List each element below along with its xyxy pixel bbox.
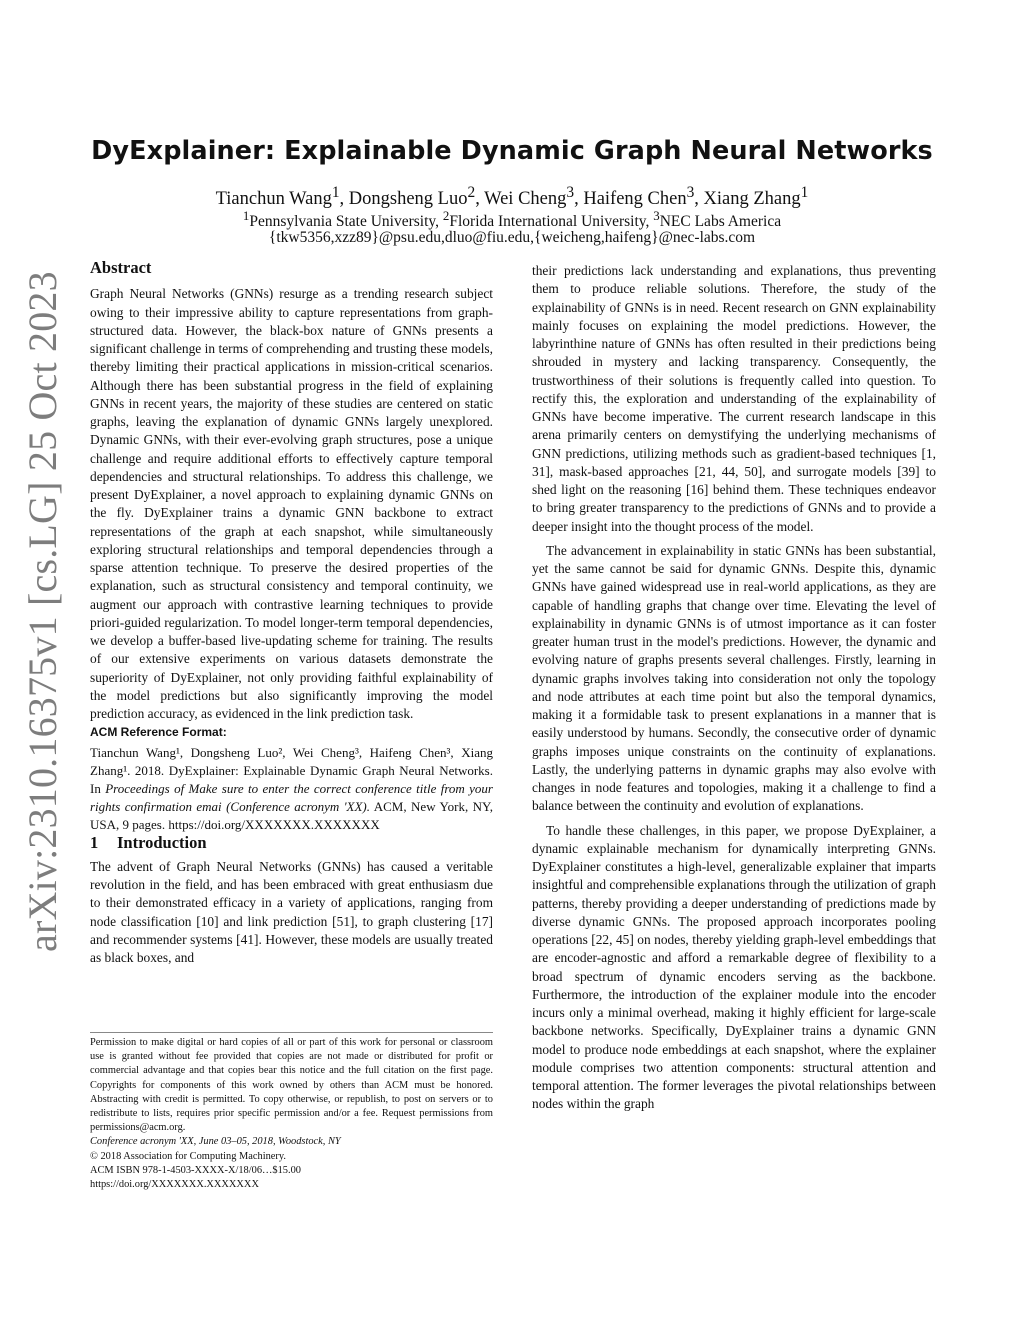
affiliation-name: Florida International University [449,213,646,231]
author-affiliation-mark: 1 [331,184,340,201]
author-affiliation-mark: 1 [800,184,809,201]
section-number: 1 [90,832,99,852]
body-paragraph: their predictions lack understanding and explanations, thus preventing them to produce reliable solutions. Therefore, the study of the explainability of GNNs is in need. Recent research on GNN explainability mainly focuses on explaining the model predictions. However, the labyrinthine nature of GNNs has often resulted in their predictions being shrouded in mystery and lacking transparency. Consequently, the trustworthiness of their solutions is frequently called into question. To rectify this, the exploration and understanding of the explainability of GNNs have become imperative. The current research landscape in this arena primarily centers on demystifying the underlying mechanisms of GNN predictions, utilizing methods such as gradient-based techniques [1, 31], mask-based approaches [21, 44, 50], and surrogate models [39] to shed light on the reasoning [16] behind them. These techniques endeavor to bring greater transparency to the predictions of GNNs and to provide a deeper insight into the thought process of the model. [532,263,936,534]
acm-reference-heading: ACM Reference Format: [90,725,227,740]
author-affiliation-mark: 3 [566,184,575,201]
introduction-paragraph: The advent of Graph Neural Networks (GNNs) has caused a veritable revolution in the field, and has been embraced with great enthusiasm due to their demonstrated efficacy in a variety of applications, ranging from node classification [10] and link prediction [51], to graph clustering [17] and recommender systems [41]. However, these models are usually treated as black boxes, and [90,858,493,965]
author-affiliation-mark: 2 [467,184,476,201]
abstract-text: Graph Neural Networks (GNNs) resurge as a trending research subject owing to their impressive ability to capture representations from graph-structured data. However, the black-box nature of GNNs presents a significant challenge in terms of comprehending and trusting these models, thereby limiting their practical applications in mission-critical scenarios. Although there has been substantial progress in the field of explaining GNNs in recent years, the majority of these studies are centered on static graphs, leaving the explanation of dynamic GNNs largely unexplored. Dynamic GNNs, with their ever-evolving graph structures, pose a unique challenge and require additional efforts to effectively capture temporal dependencies and structural relationships. To address this challenge, we present DyExplainer, a novel approach to explaining dynamic GNNs on the fly. DyExplainer trains a dynamic GNN backbone to extract representations of the graph at each snapshot, while simultaneously exploring structural relationships and temporal dependencies through a sparse attention technique. To preserve the desired properties of the explanation, such as structural consistency and temporal continuity, we augment our approach with contrastive learning techniques to provide priori-guided regularization. To model longer-term temporal dependencies, we develop a buffer-based live-updating scheme for training. The results of our extensive experiments on various datasets demonstrate the superiority of DyExplainer, not only providing faithful explainability of the model predictions but also significantly improving the model prediction accuracy, as evidenced in the link prediction task. [90,286,493,721]
copyright-footnote [90,1036,493,1192]
affiliation-list: $^1$Pennsylvania State University, $^2$Florida International University, $^3$NEC Labs America [242,208,782,231]
copyright-line: © 2018 Association for Computing Machinery. [90,1150,286,1162]
abstract-heading: Abstract [90,258,152,277]
conference-venue: Conference acronym 'XX, June 03–05, 2018, Woodstock, NY [90,1136,341,1148]
permission-notice: Permission to make digital or hard copies of all or part of this work for personal or classroom use is granted without fee provided that copies are not made or distributed for profit or commercial advantage and that copies bear this notice and the full citation on the first page. Copyrights for components of this work owned by others than ACM must be honored. Abstracting with credit is permitted. To copy otherwise, or republish, to post on servers or to redistribute to lists, requires prior specific permission and/or a fee. Request permissions from permissions@acm.org. [90,1037,493,1134]
acm-reference-authors: Tianchun Wang¹, Dongsheng Luo², Wei Cheng³, Haifeng Chen³, Xiang Zhang¹. 2018. DyExplainer: Explainable Dynamic Graph Neural Networks. In [90,744,493,796]
author-name: Tianchun Wang [215,189,332,210]
author-affiliation-mark: 3 [686,184,695,201]
author-name: Xiang Zhang [703,189,801,210]
right-column [532,262,936,1114]
acm-reference-text [90,744,493,834]
isbn-line: ACM ISBN 978-1-4503-XXXX-X/18/06…$15.00 [90,1164,301,1176]
introduction-heading [90,834,493,852]
author-name: Wei Cheng [484,189,567,210]
affiliation-mark: 3 [653,208,660,223]
arxiv-identifier-stamp: arXiv:2310.16375v1 [cs.LG] 25 Oct 2023 [20,271,65,952]
affiliation-mark: 2 [442,208,450,223]
body-paragraph: To handle these challenges, in this paper, we propose DyExplainer, a dynamic explainable mechanism for dynamically interpreting GNNs. DyExplainer constitutes a high-level, generalizable explainer that imparts insightful and comprehensible explanations through the utilization of graph patterns, thereby providing a deeper understanding of predictions made by diverse dynamic GNNs. The proposed approach incorporates pooling operations [22, 45] on nodes, thereby yielding graph-level embeddings that are encoder-agnostic and afford a remarkable degree of flexibility to a broad spectrum of dynamic encoders serving as the backbone. Furthermore, the introduction of the explainer module into the encoder incurs only a minimal overhead, making it highly efficient for large-scale backbone networks. Specifically, DyExplainer trains a dynamic GNN model to produce node embeddings at each snapshot, where the explainer module comprises two attention components: structural attention and temporal attention. The former leverages the pivotal relationships between nodes within the graph [532,822,936,1112]
acm-reference-tail: ACM, New York, NY, USA, 9 pages. https://doi.org/XXXXXXX.XXXXXXX [90,798,493,832]
affiliation-mark: 1 [242,208,250,223]
footnote-divider [90,1032,493,1033]
affiliation-name: NEC Labs America [659,213,782,231]
author-list: Tianchun Wang$^1$, Dongsheng Luo$^2$, Wei Cheng$^3$, Haifeng Chen$^3$, Xiang Zhang$^1$ [215,184,809,210]
left-column [90,259,493,967]
section-title: Introduction [117,832,207,852]
author-name: Dongsheng Luo [348,189,468,210]
paper-title: DyExplainer: Explainable Dynamic Graph Neural Networks [91,136,933,166]
acm-reference-proceedings: Proceedings of Make sure to enter the correct conference title from your rights confirmation emai (Conference acronym 'XX). [90,780,493,814]
doi-line: https://doi.org/XXXXXXX.XXXXXXX [90,1179,259,1191]
author-emails: {tkw5356,xzz89}@psu.edu,dluo@fiu.edu,{weicheng,haifeng}@nec-labs.com [268,229,756,246]
affiliation-name: Pennsylvania State University [249,213,436,231]
author-name: Haifeng Chen [583,189,687,210]
body-paragraph: The advancement in explainability in static GNNs has been substantial, yet the same cannot be said for dynamic GNNs. Despite this, dynamic GNNs have gained widespread use in real-world applications, as they are capable of handling graphs that change over time. Elevating the level of explainability in dynamic GNNs is of utmost importance as it can foster greater human trust in the model's predictions. However, the dynamic and evolving nature of graphs presents several challenges. Firstly, learning in dynamic graphs involves taking into consideration not only the topology and node attributes at each time point but also the temporal dynamics, making it a formidable task to present explanations in a manner that is easily understood by humans. Secondly, the consecutive order of dynamic graphs imposes unique constraints on the continuity of explanations. Lastly, the underlying patterns in dynamic graphs may also evolve with changes in node features and topologies, making it a challenge to find a balance between the continuity and evolution of explanations. [532,542,936,814]
